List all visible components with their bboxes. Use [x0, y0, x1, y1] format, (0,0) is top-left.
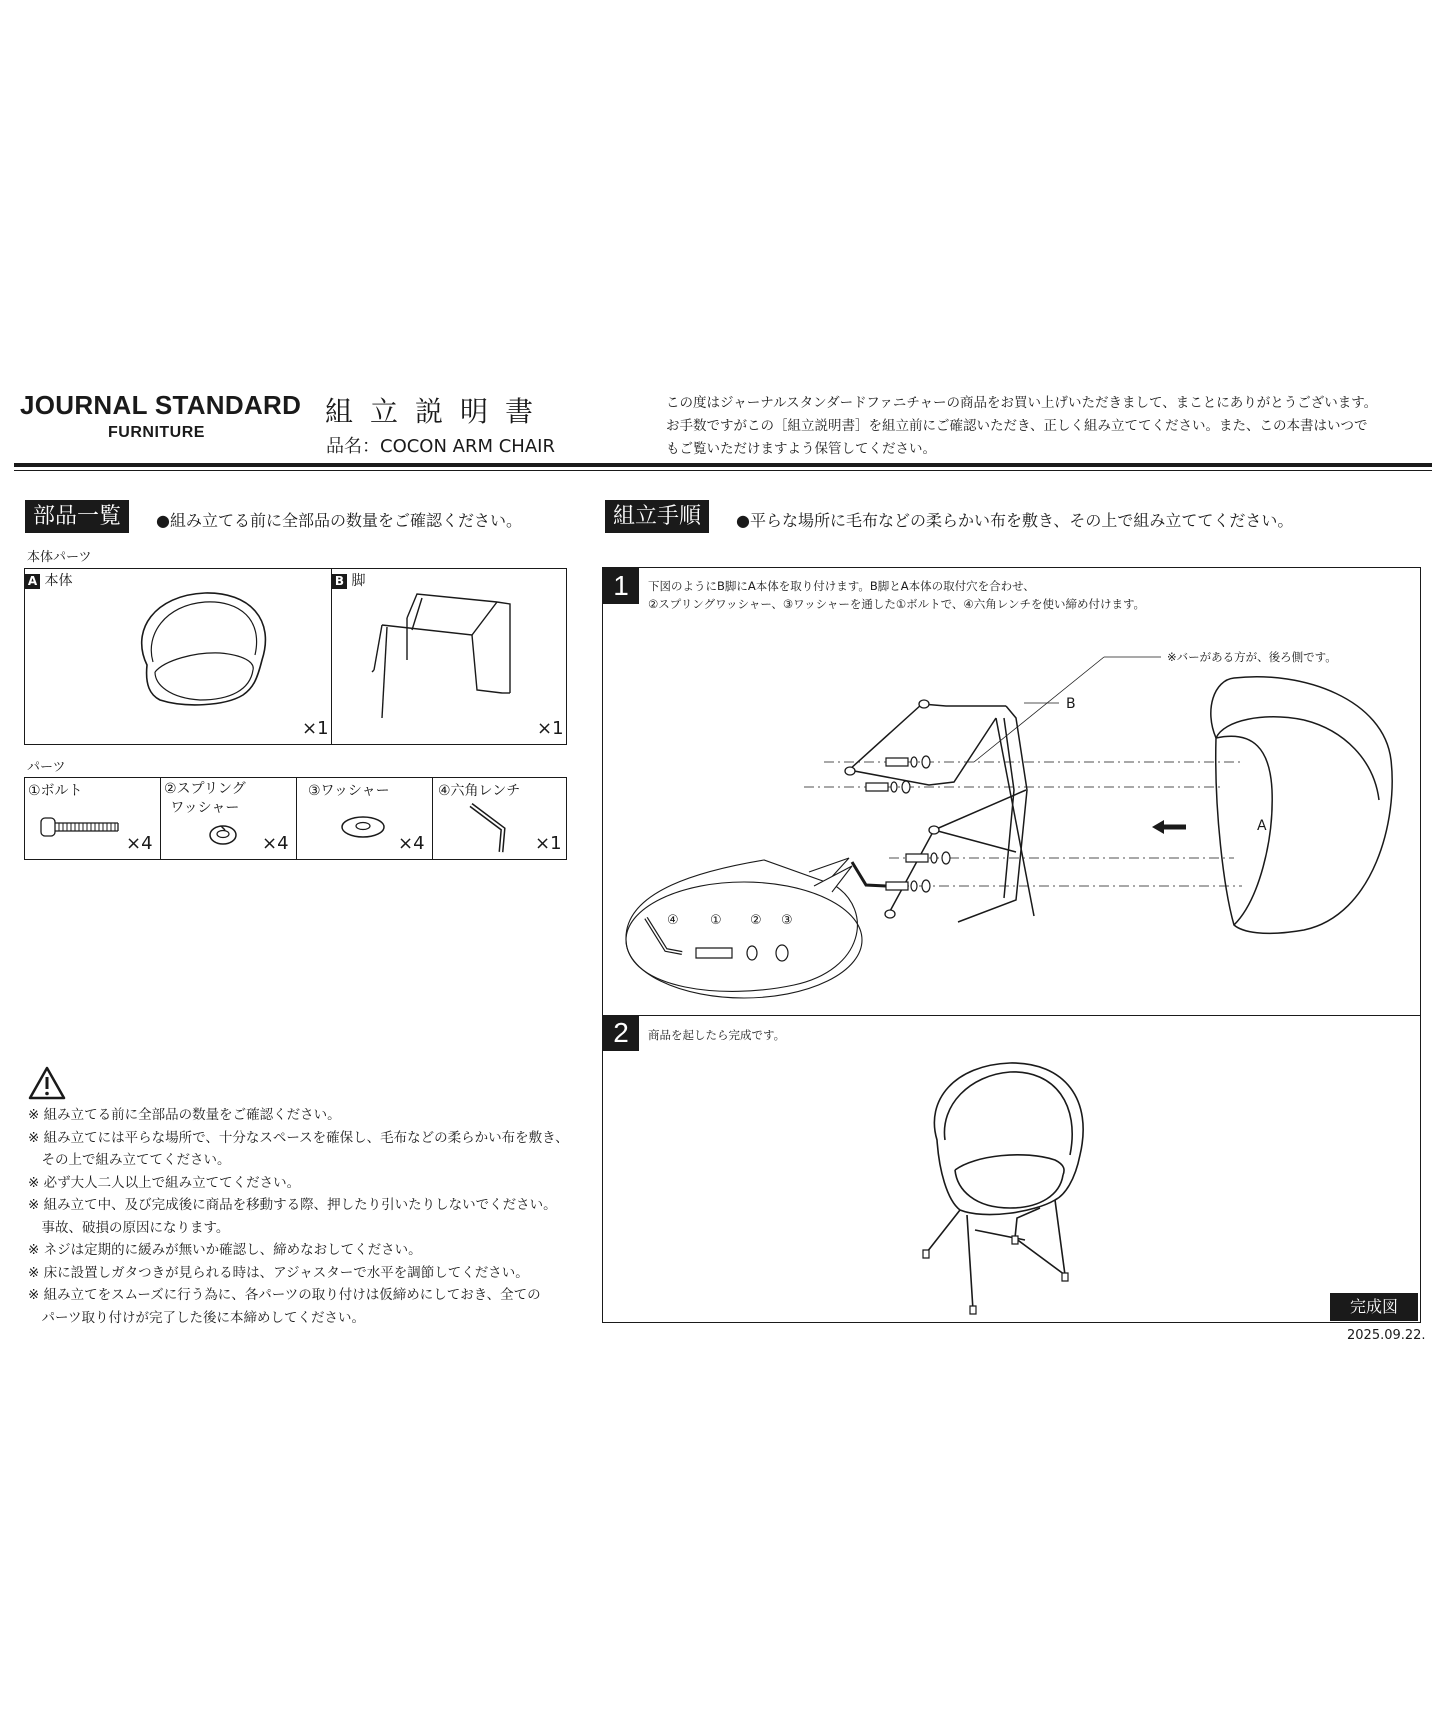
warning-line: ※ 必ず大人二人以上で組み立ててください。	[28, 1174, 301, 1191]
intro-line: もご覧いただけますよう保管してください。	[666, 441, 936, 457]
wrench-qty: ×1	[535, 833, 562, 854]
body-parts-label: 本体パーツ	[27, 550, 92, 565]
warning-line: ※ 組み立てには平らな場所で、十分なスペースを確保し、毛布などの柔らかい布を敷き、	[28, 1129, 569, 1146]
parts-section-tag: 部品一覧	[25, 500, 129, 533]
step-2-text: 商品を起したら完成です。	[648, 1028, 786, 1042]
part-b-qty: ×1	[537, 718, 564, 739]
warning-line: その上で組み立ててください。	[28, 1152, 231, 1168]
intro-line: この度はジャーナルスタンダードファニチャーの商品をお買い上げいただきまして、まことにありがとうございます。	[666, 395, 1378, 411]
brand-name: JOURNAL STANDARD	[20, 390, 302, 420]
step-2-number: 2	[603, 1015, 639, 1051]
assembly-section-tag: 組立手順	[605, 500, 709, 533]
washer-qty: ×4	[398, 833, 425, 854]
detail-label-wrench: ④	[667, 913, 679, 928]
completed-label: 完成図	[1330, 1293, 1418, 1321]
part-name: 本体	[44, 573, 73, 589]
warning-line: 事故、破損の原因になります。	[28, 1219, 230, 1236]
exploded-assembly-diagram	[604, 640, 1404, 970]
detail-label-spring-washer: ②	[750, 913, 762, 928]
washer-icon	[340, 815, 386, 839]
hardware-spring-washer-label: ②スプリング ワッシャー	[164, 781, 246, 816]
rear-bar-callout: ※バーがある方が、後ろ側です。	[1167, 650, 1337, 664]
bolt-qty: ×4	[126, 833, 153, 854]
revision-date: 2025.09.22.	[1347, 1328, 1426, 1343]
completed-chair-illustration	[915, 1060, 1095, 1315]
part-name: 脚	[351, 573, 366, 589]
brand-subline: FURNITURE	[108, 424, 205, 441]
step-1-text	[648, 577, 1145, 613]
spring-washer-qty: ×4	[262, 833, 289, 854]
bolt-icon	[40, 815, 120, 839]
hardware-washer-label: ③ワッシャー	[308, 783, 390, 799]
divider	[331, 568, 332, 744]
divider	[160, 777, 161, 859]
step-1-number: 1	[603, 568, 639, 604]
step-text-line: 下図のようにB脚にA本体を取り付けます。B脚とA本体の取付穴を合わせ、	[648, 579, 1035, 593]
parts-section-note: ●組み立てる前に全部品の数量をご確認ください。	[156, 511, 522, 530]
intro-text	[666, 392, 1426, 461]
header-rule	[14, 463, 1432, 467]
warning-line: パーツ取り付けが完了した後に本締めしてください。	[28, 1309, 365, 1326]
header-rule-thin	[14, 470, 1432, 471]
warning-icon	[28, 1066, 66, 1100]
part-a-qty: ×1	[302, 718, 329, 739]
hardware-bolt-label: ①ボルト	[28, 783, 83, 799]
warning-line: ※ ネジは定期的に緩みが無いか確認し、締めなおしてください。	[28, 1242, 422, 1258]
hardware-hex-wrench-label: ④六角レンチ	[438, 783, 521, 799]
leg-label-b: B	[1066, 696, 1076, 712]
warning-line: ※ 組み立てる前に全部品の数量をご確認ください。	[28, 1107, 341, 1123]
warning-line: ※ 床に設置しガタつきが見られる時は、アジャスターで水平を調節してください。	[28, 1264, 529, 1281]
intro-line: お手数ですがこの［組立説明書］を組立前にご確認いただき、正しく組み立ててください。また、この本書はいつで	[666, 418, 1368, 434]
spring-washer-icon	[208, 824, 238, 846]
divider	[296, 777, 297, 859]
warning-list	[28, 1104, 569, 1329]
document-title: 組立説明書	[325, 395, 551, 428]
part-letter: A	[25, 574, 40, 589]
warning-line: ※ 組み立てをスムーズに行う為に、各パーツの取り付けは仮締めにしておき、全ての	[28, 1287, 541, 1303]
hex-wrench-icon	[468, 802, 520, 854]
part-letter: B	[332, 574, 347, 589]
warning-line: ※ 組み立て中、及び完成後に商品を移動する際、押したり引いたりしないでください。	[28, 1197, 557, 1213]
divider	[432, 777, 433, 859]
step-text-line: ②スプリングワッシャー、③ワッシャーを通した①ボルトで、④六角レンチを使い締め付けます。	[648, 597, 1146, 611]
chair-body-illustration	[125, 590, 275, 710]
hardware-label: パーツ	[27, 760, 66, 775]
product-name: 品名：COCON ARM CHAIR	[326, 436, 555, 457]
detail-label-bolt: ①	[710, 913, 722, 928]
part-a-label	[25, 570, 72, 590]
body-label-a: A	[1257, 818, 1267, 834]
part-b-label	[332, 570, 365, 590]
detail-label-washer: ③	[781, 913, 793, 928]
assembly-section-note: ●平らな場所に毛布などの柔らかい布を敷き、その上で組み立ててください。	[736, 511, 1294, 530]
leg-frame-illustration	[372, 590, 522, 720]
